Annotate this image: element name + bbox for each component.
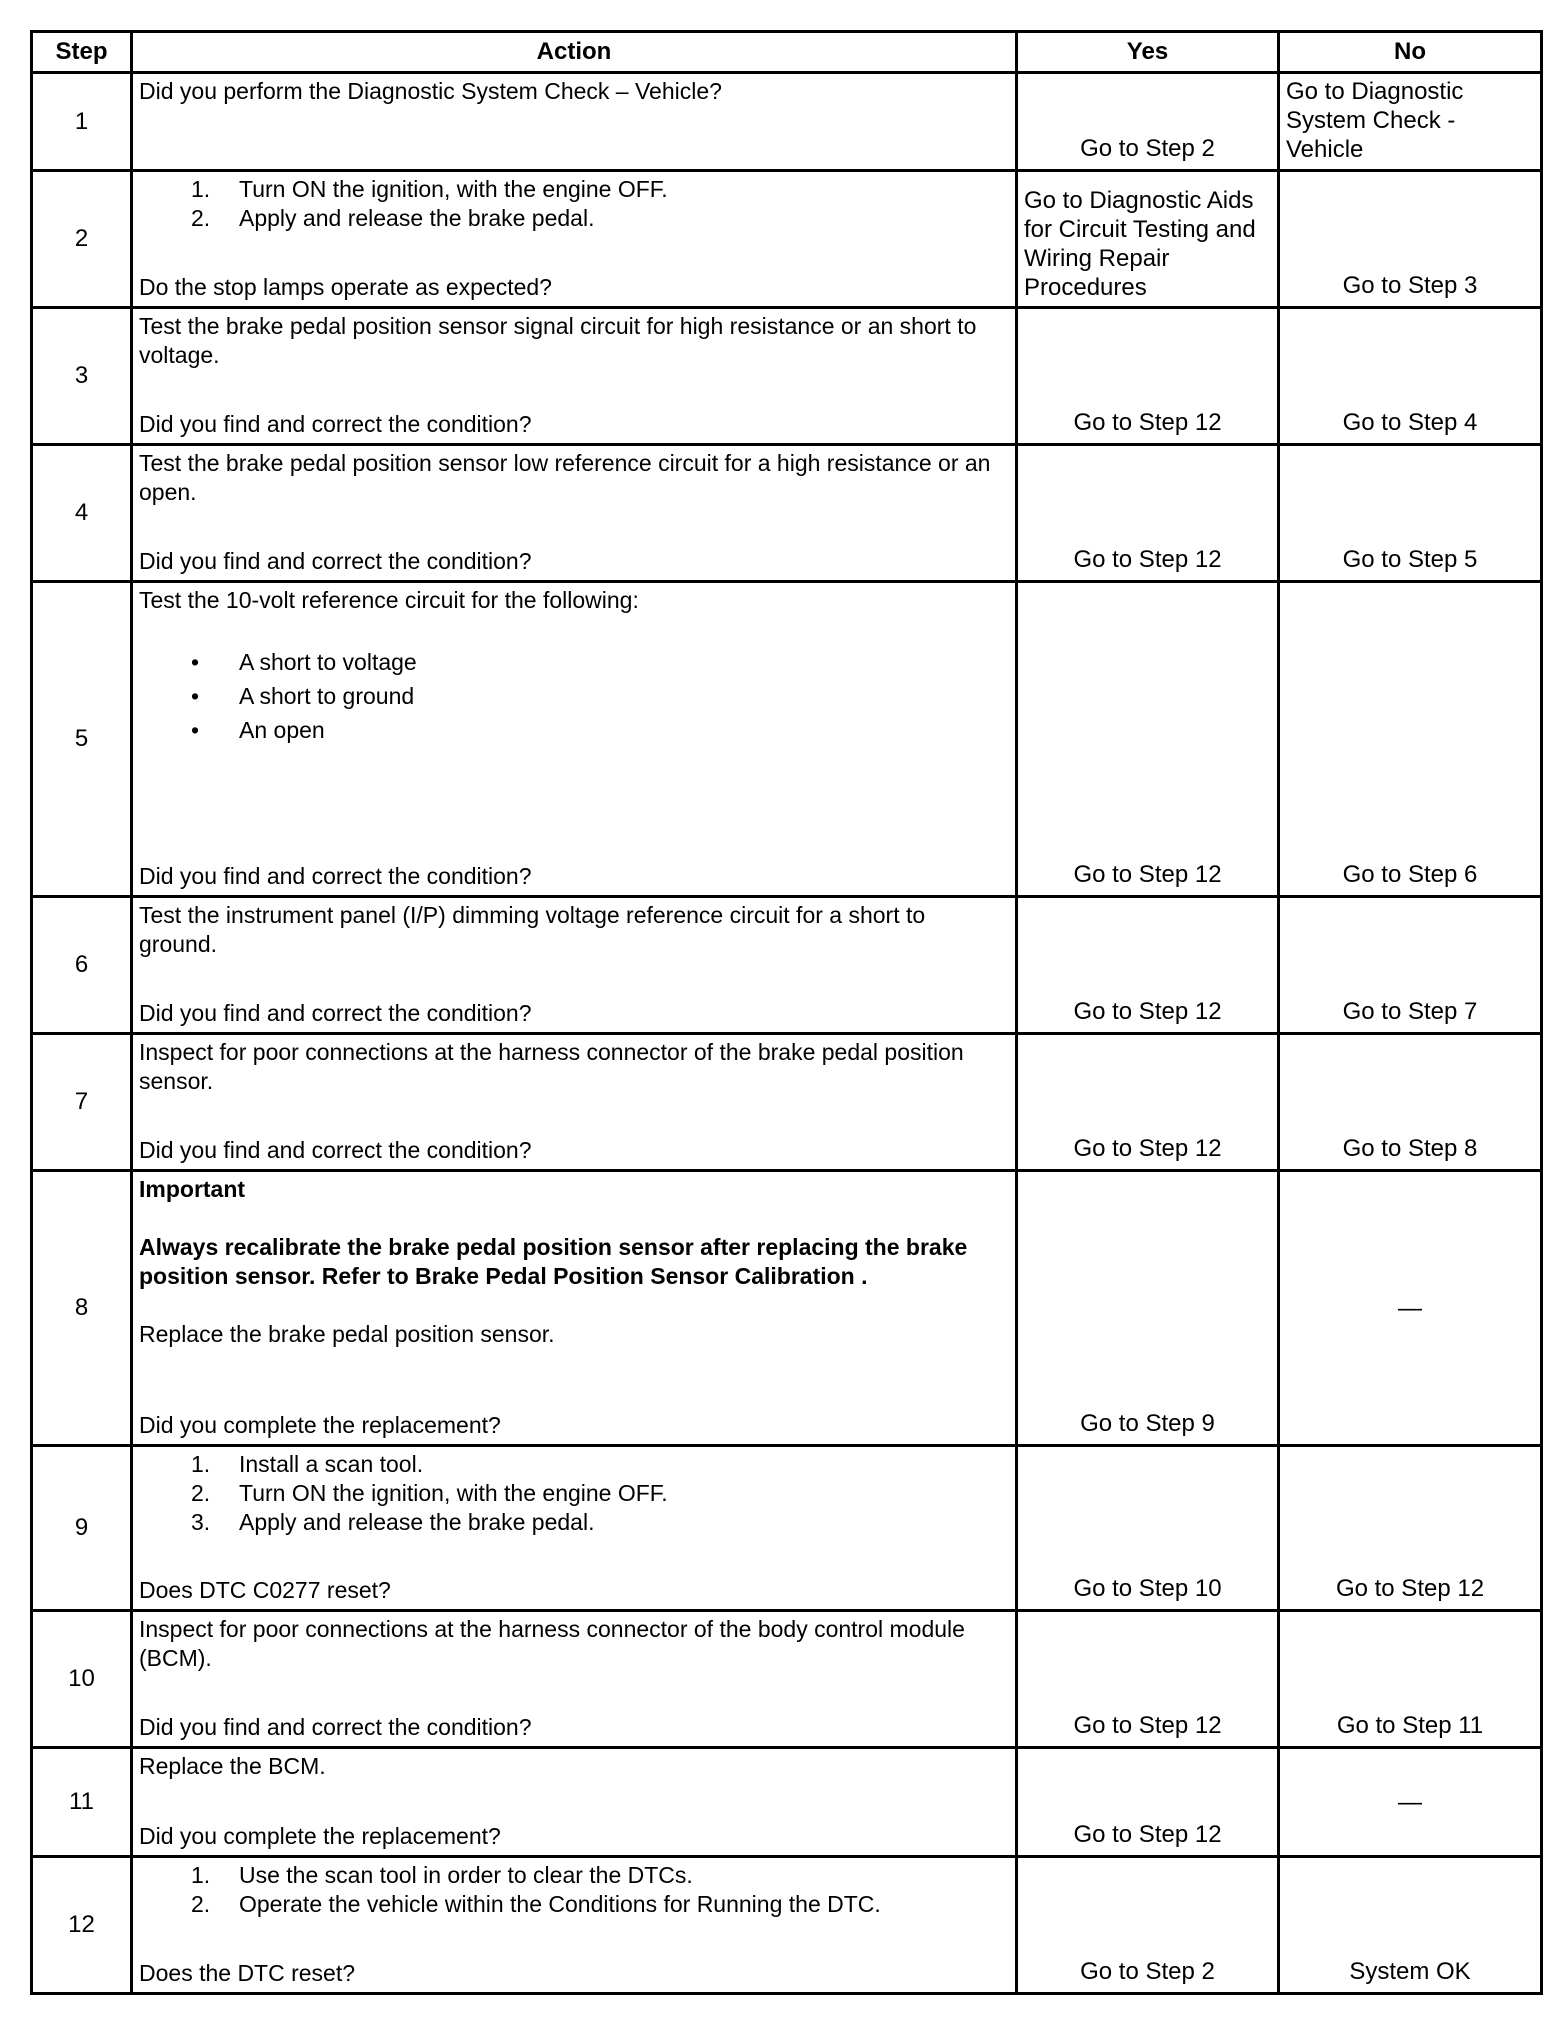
yes-cell — [1017, 308, 1279, 445]
step-number: 6 — [32, 897, 132, 1034]
header-step: Step — [32, 32, 132, 73]
no-cell — [1279, 1034, 1542, 1171]
list-item: 3. Apply and release the brake pedal. — [191, 1509, 595, 1535]
step-number: 9 — [32, 1446, 132, 1611]
no-link[interactable]: Go to Step 12 — [1335, 1575, 1485, 1602]
table-row — [32, 582, 1542, 897]
no-cell — [1279, 445, 1542, 582]
no-link[interactable]: Go to Step 6 — [1342, 861, 1478, 888]
action-text: Test the brake pedal position sensor low reference circuit for a high resistance or an open. — [139, 450, 991, 505]
table-row — [32, 1748, 1542, 1857]
yes-cell — [1017, 1034, 1279, 1171]
yes-cell — [1017, 1748, 1279, 1857]
yes-link[interactable]: Go to Step 12 — [1073, 1821, 1222, 1848]
action-cell — [132, 1171, 1017, 1446]
question-text: Did you find and correct the condition? — [139, 411, 532, 437]
action-text: Inspect for poor connections at the harness connector of the body control module (BCM). — [139, 1616, 965, 1671]
action-text: Replace the brake pedal position sensor. — [139, 1321, 555, 1347]
yes-link[interactable]: Go to Step 12 — [1073, 861, 1222, 888]
table-row — [32, 1446, 1542, 1611]
action-cell — [132, 1748, 1017, 1857]
no-cell — [1279, 73, 1542, 171]
step-number: 11 — [32, 1748, 132, 1857]
action-text: Did you perform the Diagnostic System Check – Vehicle? — [139, 78, 722, 104]
list-item: 1. Install a scan tool. — [191, 1451, 424, 1477]
no-cell — [1279, 1171, 1542, 1446]
yes-link[interactable]: Go to Step 12 — [1073, 409, 1222, 436]
step-number: 5 — [32, 582, 132, 897]
table-row — [32, 1611, 1542, 1748]
no-link[interactable]: Go to Step 3 — [1342, 272, 1478, 299]
yes-link[interactable]: Go to Step 12 — [1073, 1135, 1222, 1162]
numbered-list — [139, 175, 1009, 233]
no-link[interactable]: Go to Step 7 — [1342, 998, 1478, 1025]
header-no: No — [1279, 32, 1542, 73]
action-cell — [132, 582, 1017, 897]
table-row — [32, 1171, 1542, 1446]
no-value: — — [1398, 1294, 1422, 1322]
step-number: 8 — [32, 1171, 132, 1446]
yes-cell — [1017, 1857, 1279, 1994]
list-item: 2. Operate the vehicle within the Conditions for Running the DTC. — [191, 1891, 881, 1917]
action-text: Test the 10-volt reference circuit for the following: — [139, 587, 639, 613]
table-row — [32, 445, 1542, 582]
yes-cell — [1017, 445, 1279, 582]
action-cell — [132, 445, 1017, 582]
no-link[interactable]: Go to Step 8 — [1342, 1135, 1478, 1162]
step-number: 3 — [32, 308, 132, 445]
yes-link[interactable]: Go to Step 2 — [1080, 135, 1215, 162]
question-text: Did you find and correct the condition? — [139, 1714, 532, 1740]
yes-cell — [1017, 171, 1279, 308]
no-link[interactable]: Go to Step 4 — [1342, 409, 1478, 436]
list-item: • A short to voltage — [191, 649, 417, 675]
action-text: Test the brake pedal position sensor signal circuit for high resistance or an short to voltage. — [139, 313, 977, 368]
no-cell — [1279, 308, 1542, 445]
table-row — [32, 1857, 1542, 1994]
action-cell — [132, 1857, 1017, 1994]
list-item: • An open — [191, 717, 325, 743]
yes-link[interactable]: Go to Step 2 — [1080, 1958, 1215, 1985]
list-item: 1. Turn ON the ignition, with the engine OFF. — [191, 176, 668, 202]
action-cell — [132, 1611, 1017, 1748]
yes-cell — [1017, 897, 1279, 1034]
yes-link[interactable]: Go to Step 10 — [1073, 1575, 1222, 1602]
yes-cell — [1017, 1446, 1279, 1611]
step-number: 10 — [32, 1611, 132, 1748]
question-text: Does DTC C0277 reset? — [139, 1577, 391, 1603]
yes-link[interactable]: Go to Step 9 — [1080, 1410, 1215, 1437]
action-cell — [132, 73, 1017, 171]
no-cell — [1279, 1857, 1542, 1994]
important-label: Important — [139, 1176, 246, 1202]
table-row — [32, 308, 1542, 445]
header-row — [32, 32, 1542, 73]
numbered-list — [139, 1450, 1009, 1537]
question-text: Does the DTC reset? — [139, 1960, 356, 1986]
question-text: Did you find and correct the condition? — [139, 1000, 532, 1026]
yes-link[interactable]: Go to Step 12 — [1073, 1712, 1222, 1739]
step-number: 1 — [32, 73, 132, 171]
list-item: 2. Apply and release the brake pedal. — [191, 205, 595, 231]
question-text: Did you find and correct the condition? — [139, 1137, 532, 1163]
question-text: Did you find and correct the condition? — [139, 863, 532, 889]
step-number: 2 — [32, 171, 132, 308]
yes-link[interactable]: Go to Step 12 — [1073, 998, 1222, 1025]
no-cell — [1279, 1611, 1542, 1748]
yes-cell — [1017, 582, 1279, 897]
action-text: Inspect for poor connections at the harness connector of the brake pedal position sensor. — [139, 1039, 964, 1094]
action-cell — [132, 897, 1017, 1034]
action-cell — [132, 171, 1017, 308]
no-cell — [1279, 582, 1542, 897]
bullet-list — [139, 648, 1009, 750]
numbered-list — [139, 1861, 1009, 1919]
question-text: Did you find and correct the condition? — [139, 548, 532, 574]
question-text: Do the stop lamps operate as expected? — [139, 274, 552, 300]
table-row — [32, 73, 1542, 171]
no-value: — — [1398, 1788, 1422, 1816]
no-value: System OK — [1349, 1958, 1471, 1985]
action-cell — [132, 308, 1017, 445]
header-yes: Yes — [1017, 32, 1279, 73]
important-text: Always recalibrate the brake pedal position sensor after replacing the brake position sensor. Refer to Brake Pedal Position Sensor Calibration . — [139, 1234, 968, 1289]
yes-cell — [1017, 73, 1279, 171]
table-row — [32, 171, 1542, 308]
table-row — [32, 1034, 1542, 1171]
no-link[interactable]: Go to Diagnostic System Check - Vehicle — [1286, 78, 1464, 163]
no-link[interactable]: Go to Step 11 — [1336, 1712, 1484, 1739]
header-action: Action — [132, 32, 1017, 73]
table-row — [32, 897, 1542, 1034]
yes-cell — [1017, 1171, 1279, 1446]
list-item: 1. Use the scan tool in order to clear the DTCs. — [191, 1862, 693, 1888]
action-cell — [132, 1446, 1017, 1611]
action-text: Replace the BCM. — [139, 1753, 326, 1779]
step-number: 12 — [32, 1857, 132, 1994]
yes-link[interactable]: Go to Step 12 — [1073, 546, 1222, 573]
yes-cell — [1017, 1611, 1279, 1748]
list-item: • A short to ground — [191, 683, 415, 709]
step-number: 4 — [32, 445, 132, 582]
question-text: Did you complete the replacement? — [139, 1412, 501, 1438]
question-text: Did you complete the replacement? — [139, 1823, 501, 1849]
no-cell — [1279, 171, 1542, 308]
no-cell — [1279, 1446, 1542, 1611]
step-number: 7 — [32, 1034, 132, 1171]
diagnostic-table — [30, 30, 1543, 1995]
no-cell — [1279, 1748, 1542, 1857]
no-link[interactable]: Go to Step 5 — [1342, 546, 1478, 573]
list-item: 2. Turn ON the ignition, with the engine OFF. — [191, 1480, 668, 1506]
yes-link[interactable]: Go to Diagnostic Aids for Circuit Testing and Wiring Repair Procedures — [1024, 187, 1256, 301]
action-text: Test the instrument panel (I/P) dimming voltage reference circuit for a short to ground. — [139, 902, 926, 957]
no-cell — [1279, 897, 1542, 1034]
action-cell — [132, 1034, 1017, 1171]
